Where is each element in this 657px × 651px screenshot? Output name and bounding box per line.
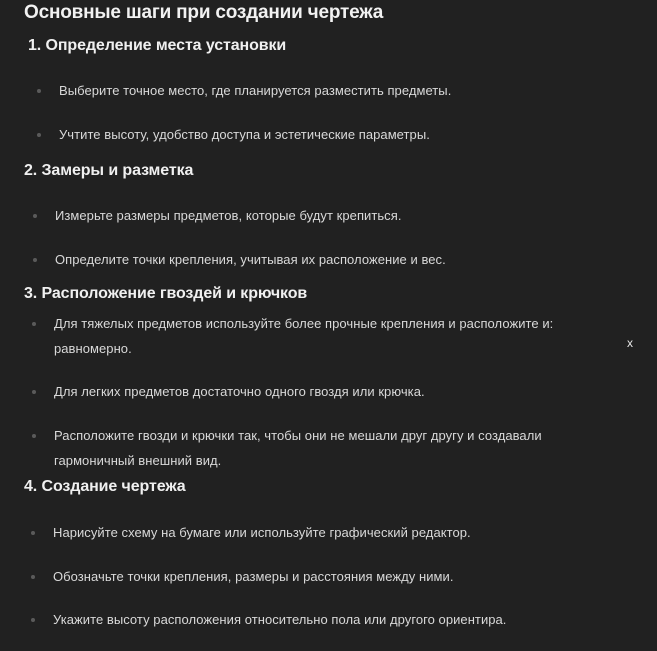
bullet-icon	[31, 531, 35, 535]
bullet-icon	[32, 322, 36, 326]
list-item: Измерьте размеры предметов, которые будут крепиться.	[55, 208, 402, 223]
section-heading-2: 2. Замеры и разметка	[24, 162, 194, 179]
bullet-icon	[31, 575, 35, 579]
list-item: Обозначьте точки крепления, размеры и расстояния между ними.	[53, 569, 454, 584]
section-heading-3: 3. Расположение гвоздей и крючков	[24, 285, 308, 302]
section-heading-1: 1. Определение места установки	[28, 37, 287, 54]
list-item: Нарисуйте схему на бумаге или используйте графический редактор.	[53, 525, 471, 540]
list-item-line: гармоничный внешний вид.	[54, 453, 222, 468]
list-item-line: равномерно.	[54, 341, 132, 356]
bullet-icon	[33, 258, 37, 262]
list-item: Определите точки крепления, учитывая их расположение и вес.	[55, 252, 446, 267]
bullet-icon	[31, 618, 35, 622]
list-item: Учтите высоту, удобство доступа и эстетические параметры.	[59, 127, 430, 142]
list-item: Укажите высоту расположения относительно пола или другого ориентира.	[53, 612, 507, 627]
bullet-icon	[37, 133, 41, 137]
section-heading-4: 4. Создание чертежа	[24, 478, 186, 495]
close-icon[interactable]: x	[627, 336, 633, 350]
list-item-line: Расположите гвозди и крючки так, чтобы они не мешали друг другу и создавали	[54, 428, 542, 443]
bullet-icon	[32, 390, 36, 394]
list-item: Выберите точное место, где планируется разместить предметы.	[59, 83, 452, 98]
bullet-icon	[37, 89, 41, 93]
bullet-icon	[32, 434, 36, 438]
list-item-line: Для тяжелых предметов используйте более прочные крепления и расположите и:	[54, 316, 554, 331]
list-item: Для легких предметов достаточно одного гвоздя или крючка.	[54, 384, 425, 399]
bullet-icon	[33, 214, 37, 218]
page-title: Основные шаги при создании чертежа	[24, 2, 384, 23]
